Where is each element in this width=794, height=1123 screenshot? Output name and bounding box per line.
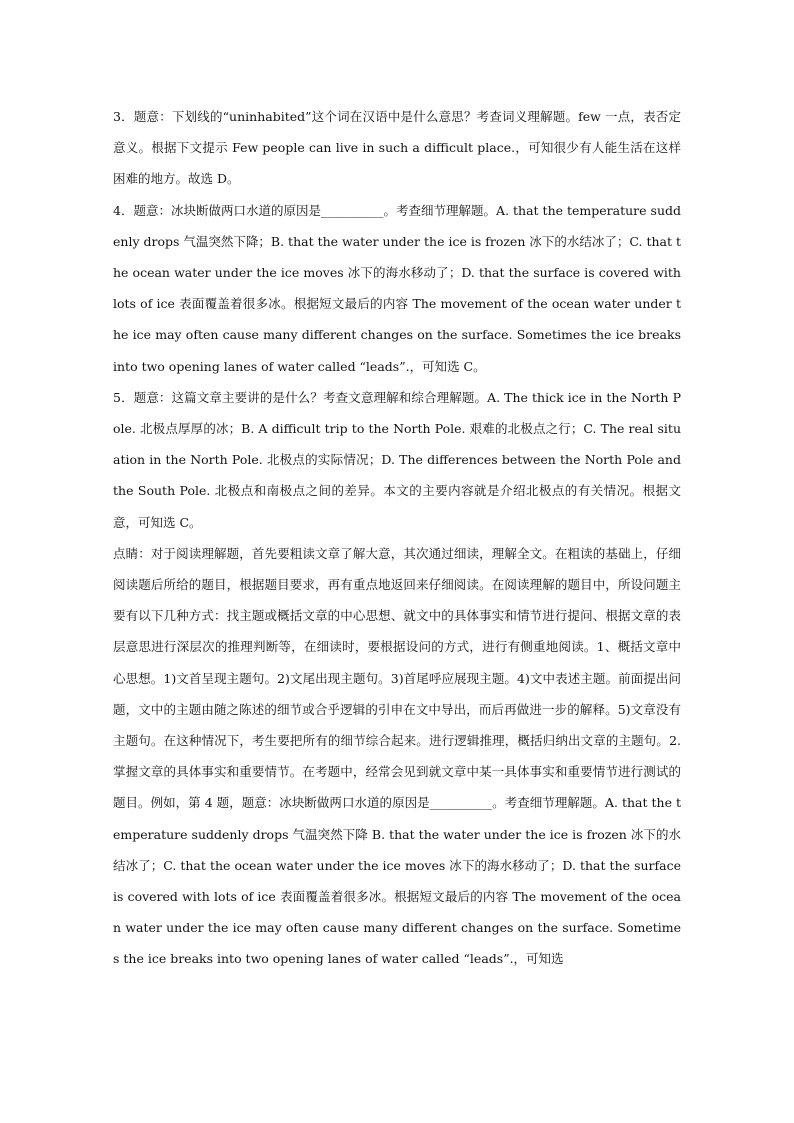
reading-tips-paragraph: 点睛：对于阅读理解题，首先要粗读文章了解大意，其次通过细读，理解全文。在粗读的基础上，仔细阅读题后所给的题目，根据题目要求，再有重点地返回来仔细阅读。在阅读理解的题目中，所设问题主要有以下几种方式：找主题或概括文章的中心思想、就文中的具体事实和情节进行提问、根据文章的表层意思进行深层次的推理判断等，在细读时，要根据设问的方式，进行有侧重地阅读。1、概括文章中心思想。1)文首呈现主题句。2)文尾出现主题句。3)首尾呼应展现主题。4)文中表述主题。前面提出问题，文中的主题由随之陈述的细节或合乎逻辑的引申在文中导出，而后再做进一步的解释。5)文章没有主题句。在这种情况下，考生要把所有的细节综合起来。进行逻辑推理，概括归纳出文章的主题句。2.掌握文章的具体事实和重要情节。在考题中，经常会见到就文章中某一具体事实和重要情节进行测试的题目。例如，第 4 题，题意：冰块断做两口水道的原因是__________。考查细节理解题。A. that the temperature suddenly drops 气温突然下降 B. that the water under the ice is frozen 冰下的水结冰了；C. that the ocean water under the ice moves 冰下的海水移动了；D. that the surface is covered with lots of ice 表面覆盖着很多冰。根据短文最后的内容 The movement of the ocean water under the ice may often cause many different changes on the surface. Sometimes the ice breaks into two opening lanes of water called “leads”.，可知选	[113, 545, 681, 967]
answer-explanation-q3: 3．题意：下划线的“uninhabited”这个词在汉语中是什么意思？考查词义理解题。few 一点，表否定意义。根据下文提示 Few people can live in such a difficult place.，可知很少有人能生活在这样困难的地方。故选 D。	[113, 109, 681, 187]
answer-explanation-q4: 4．题意：冰块断做两口水道的原因是__________。考查细节理解题。A. that the temperature suddenly drops 气温突然下降；B. that the water under the ice is frozen 冰下的水结冰了；C. that the ocean water under the ice moves 冰下的海水移动了；D. that the surface is covered with lots of ice 表面覆盖着很多冰。根据短文最后的内容 The movement of the ocean water under the ice may often cause many different changes on the surface. Sometimes the ice breaks into two opening lanes of water called “leads”.，可知选 C。	[113, 202, 681, 374]
answer-explanation-q5: 5．题意：这篇文章主要讲的是什么？考查文意理解和综合理解题。A. The thick ice in the North Pole. 北极点厚厚的冰；B. A difficult trip to the North Pole. 艰难的北极点之行；C. The real situation in the North Pole. 北极点的实际情况；D. The differences between the North Pole and the South Pole. 北极点和南极点之间的差异。本文的主要内容就是介绍北极点的有关情况。根据文意，可知选 C。	[113, 389, 681, 530]
document-body	[113, 101, 681, 975]
